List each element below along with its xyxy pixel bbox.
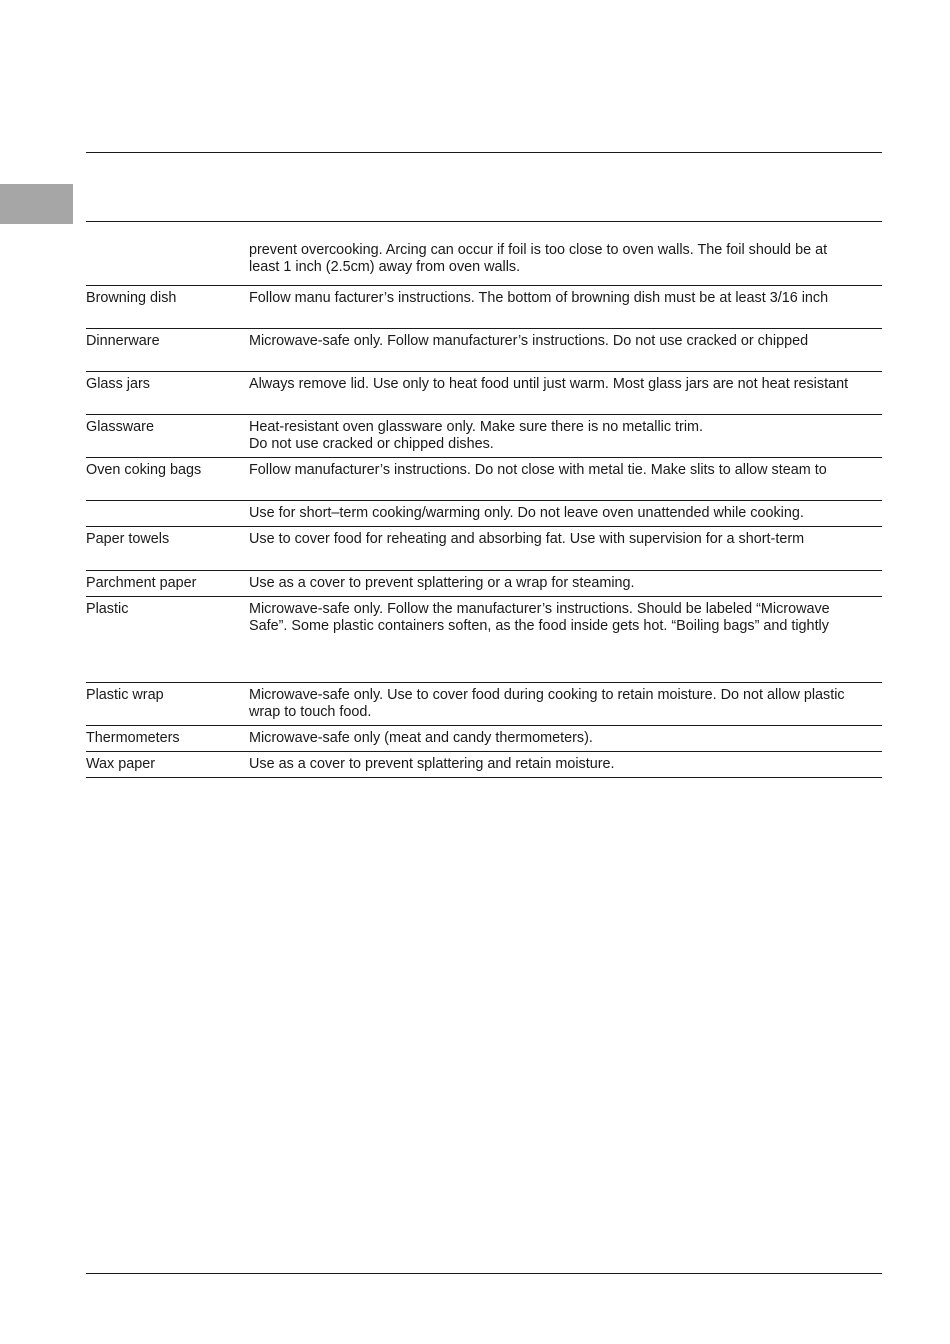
row-name: Plastic xyxy=(86,601,129,617)
table-row xyxy=(86,683,882,726)
row-name: Glass jars xyxy=(86,376,150,392)
table-row xyxy=(86,372,882,415)
table-row xyxy=(86,415,882,458)
table-row xyxy=(86,458,882,501)
row-name: Glassware xyxy=(86,419,154,435)
row-name: Paper towels xyxy=(86,531,170,547)
utensils-table xyxy=(86,238,882,778)
row-description: Always remove lid. Use only to heat food until just warm. Most glass jars are not heat resistant xyxy=(249,376,849,392)
row-name: Plastic wrap xyxy=(86,687,164,703)
row-name: Parchment paper xyxy=(86,575,197,591)
table-row xyxy=(86,501,882,527)
table-row xyxy=(86,238,882,286)
footer-rule xyxy=(86,1273,882,1274)
row-description: Microwave-safe only. Follow the manufacturer’s instructions. Should be labeled “Microwave Safe”. Some plastic containers soften, as the food inside gets hot. “Boiling bags” and tightly xyxy=(249,601,830,634)
table-row xyxy=(86,527,882,571)
table-row xyxy=(86,286,882,329)
table-row xyxy=(86,752,882,778)
header-bottom-rule xyxy=(86,221,882,222)
header-top-rule xyxy=(86,152,882,153)
row-description: Use for short–term cooking/warming only. Do not leave oven unattended while cooking. xyxy=(249,505,804,521)
row-description: Use as a cover to prevent splattering and retain moisture. xyxy=(249,756,615,772)
row-description: Follow manufacturer’s instructions. Do not close with metal tie. Make slits to allow steam to xyxy=(249,462,827,478)
row-name: Thermometers xyxy=(86,730,180,746)
table-row xyxy=(86,597,882,683)
row-name: Dinnerware xyxy=(86,333,160,349)
table-row xyxy=(86,571,882,597)
row-name: Browning dish xyxy=(86,290,177,306)
section-tab xyxy=(0,184,73,224)
table-row xyxy=(86,329,882,372)
row-description: Microwave-safe only. Use to cover food during cooking to retain moisture. Do not allow plastic wrap to touch food. xyxy=(249,687,845,720)
row-description: Use as a cover to prevent splattering or a wrap for steaming. xyxy=(249,575,635,591)
row-description: Heat-resistant oven glassware only. Make sure there is no metallic trim. Do not use cracked or chipped dishes. xyxy=(249,419,704,452)
row-description: Use to cover food for reheating and absorbing fat. Use with supervision for a short-term xyxy=(249,531,805,547)
row-description: Microwave-safe only (meat and candy thermometers). xyxy=(249,730,593,746)
table-row xyxy=(86,726,882,752)
row-description: Follow manu facturer’s instructions. The bottom of browning dish must be at least 3/16 inch xyxy=(249,290,829,306)
row-name: Wax paper xyxy=(86,756,156,772)
row-name: Oven coking bags xyxy=(86,462,202,478)
row-description: prevent overcooking. Arcing can occur if foil is too close to oven walls. The foil should be at least 1 inch (2.5cm) away from oven walls. xyxy=(249,242,828,275)
row-description: Microwave-safe only. Follow manufacturer’s instructions. Do not use cracked or chipped xyxy=(249,333,809,349)
